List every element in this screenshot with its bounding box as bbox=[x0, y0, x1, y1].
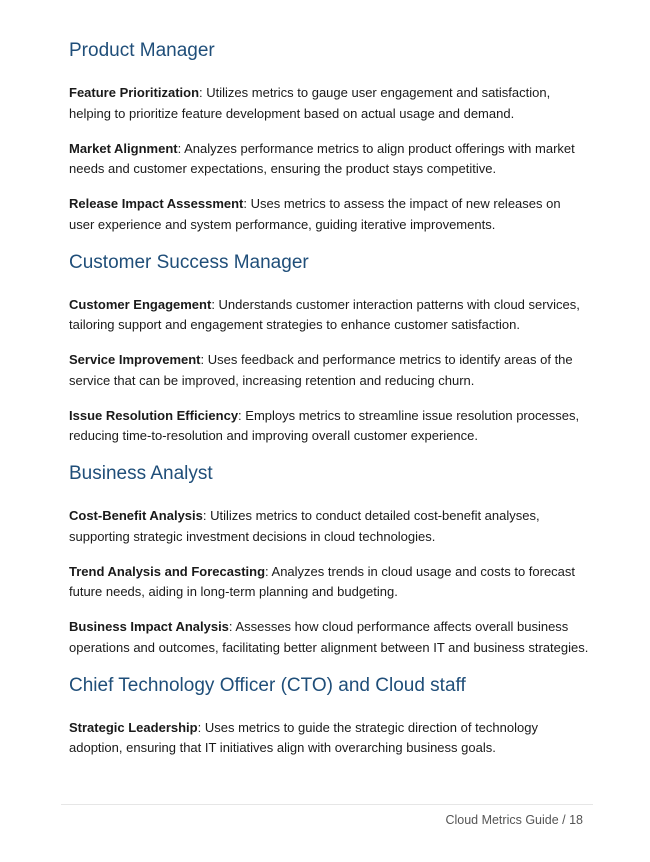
entry-customer-engagement bbox=[69, 295, 589, 336]
entry-feature-prioritization bbox=[69, 83, 589, 124]
entry-term: Trend Analysis and Forecasting bbox=[69, 563, 266, 579]
document-body bbox=[69, 38, 589, 773]
section-cto-cloud-staff bbox=[69, 673, 589, 759]
entry-text: : Uses feedback and performance metrics to identify areas of the service that can be improved, increasing retention and reducing churn. bbox=[69, 352, 573, 388]
entry-text: : Employs metrics to streamline issue resolution processes, reducing time-to-resolution and improving overall customer experience. bbox=[69, 407, 580, 443]
entry-text: : Analyzes performance metrics to align product offerings with market needs and customer expectations, ensuring the product stays competitive. bbox=[69, 140, 575, 176]
entry-term: Issue Resolution Efficiency bbox=[69, 407, 239, 423]
entry-business-impact-analysis bbox=[69, 617, 589, 658]
entry-trend-analysis-forecasting bbox=[69, 562, 589, 603]
section-business-analyst bbox=[69, 461, 589, 658]
entry-term: Cost-Benefit Analysis bbox=[69, 508, 203, 523]
entry-text: : Assesses how cloud performance affects overall business operations and outcomes, facilitating better alignment between IT and business strategies. bbox=[69, 619, 589, 655]
entry-release-impact-assessment bbox=[69, 194, 589, 235]
section-heading: Product Manager bbox=[69, 40, 215, 61]
entry-service-improvement bbox=[69, 350, 589, 391]
entry-term: Customer Engagement bbox=[69, 296, 212, 312]
entry-term: Release Impact Assessment bbox=[69, 196, 244, 211]
entry-text: : Utilizes metrics to conduct detailed cost-benefit analyses, supporting strategic investment decisions in cloud technologies. bbox=[69, 508, 540, 544]
entry-term: Business Impact Analysis bbox=[69, 619, 229, 634]
section-heading: Chief Technology Officer (CTO) and Cloud staff bbox=[69, 674, 466, 696]
section-customer-success-manager bbox=[69, 250, 589, 447]
page-footer: Cloud Metrics Guide / 18 bbox=[445, 813, 583, 827]
entry-term: Service Improvement bbox=[69, 352, 201, 367]
entry-term: Feature Prioritization bbox=[69, 85, 200, 100]
section-heading: Business Analyst bbox=[69, 463, 213, 484]
section-heading: Customer Success Manager bbox=[69, 251, 309, 273]
entry-text: : Uses metrics to assess the impact of new releases on user experience and system performance, guiding iterative improvements. bbox=[69, 196, 561, 232]
footer-divider bbox=[61, 804, 593, 805]
entry-cost-benefit-analysis bbox=[69, 506, 589, 547]
entry-term: Strategic Leadership bbox=[69, 719, 198, 735]
entry-text: : Analyzes trends in cloud usage and costs to forecast future needs, aiding in long-term planning and budgeting. bbox=[69, 563, 576, 599]
entry-text: : Utilizes metrics to gauge user engagement and satisfaction, helping to prioritize feature development based on actual usage and demand. bbox=[69, 85, 551, 121]
entry-issue-resolution-efficiency bbox=[69, 406, 589, 447]
entry-text: : Understands customer interaction patterns with cloud services, tailoring support and engagement strategies to enhance customer satisfaction. bbox=[69, 296, 580, 332]
entry-strategic-leadership bbox=[69, 718, 589, 759]
entry-market-alignment bbox=[69, 139, 589, 180]
entry-term: Market Alignment bbox=[69, 140, 178, 156]
section-product-manager bbox=[69, 38, 589, 235]
entry-text: : Uses metrics to guide the strategic direction of technology adoption, ensuring that IT initiatives align with overarching business goals. bbox=[69, 719, 538, 755]
